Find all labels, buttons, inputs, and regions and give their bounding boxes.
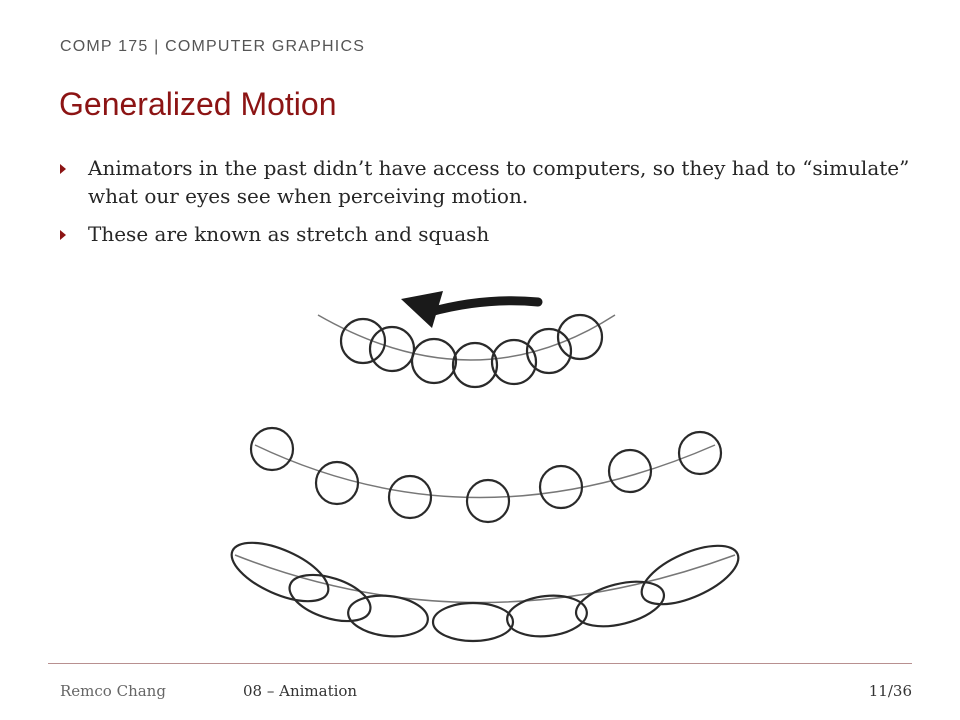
circles-spaced: [251, 428, 721, 522]
bullet-text: These are known as stretch and squash: [88, 222, 490, 246]
footer-author: Remco Chang: [60, 682, 166, 700]
circles-overlapping: [318, 315, 615, 387]
motion-arrow-icon: [401, 291, 538, 328]
footer-page-number: 11/36: [868, 682, 912, 700]
slide-title: Generalized Motion: [59, 86, 337, 122]
bullet-item: [60, 154, 920, 210]
course-header: COMP 175 | COMPUTER GRAPHICS: [60, 38, 366, 55]
bullet-list: [60, 154, 920, 258]
footer-topic: 08 – Animation: [243, 682, 358, 700]
bullet-arrow-icon: [60, 164, 66, 174]
ellipses-stretched: [225, 531, 745, 641]
footer-divider: [48, 663, 912, 664]
bullet-item: [60, 220, 920, 248]
bullet-arrow-icon: [60, 230, 66, 240]
stretch-squash-figure: [225, 285, 745, 660]
bullet-text: Animators in the past didn’t have access to computers, so they had to “simulate” what our eyes see when perceiving motion.: [88, 156, 910, 208]
